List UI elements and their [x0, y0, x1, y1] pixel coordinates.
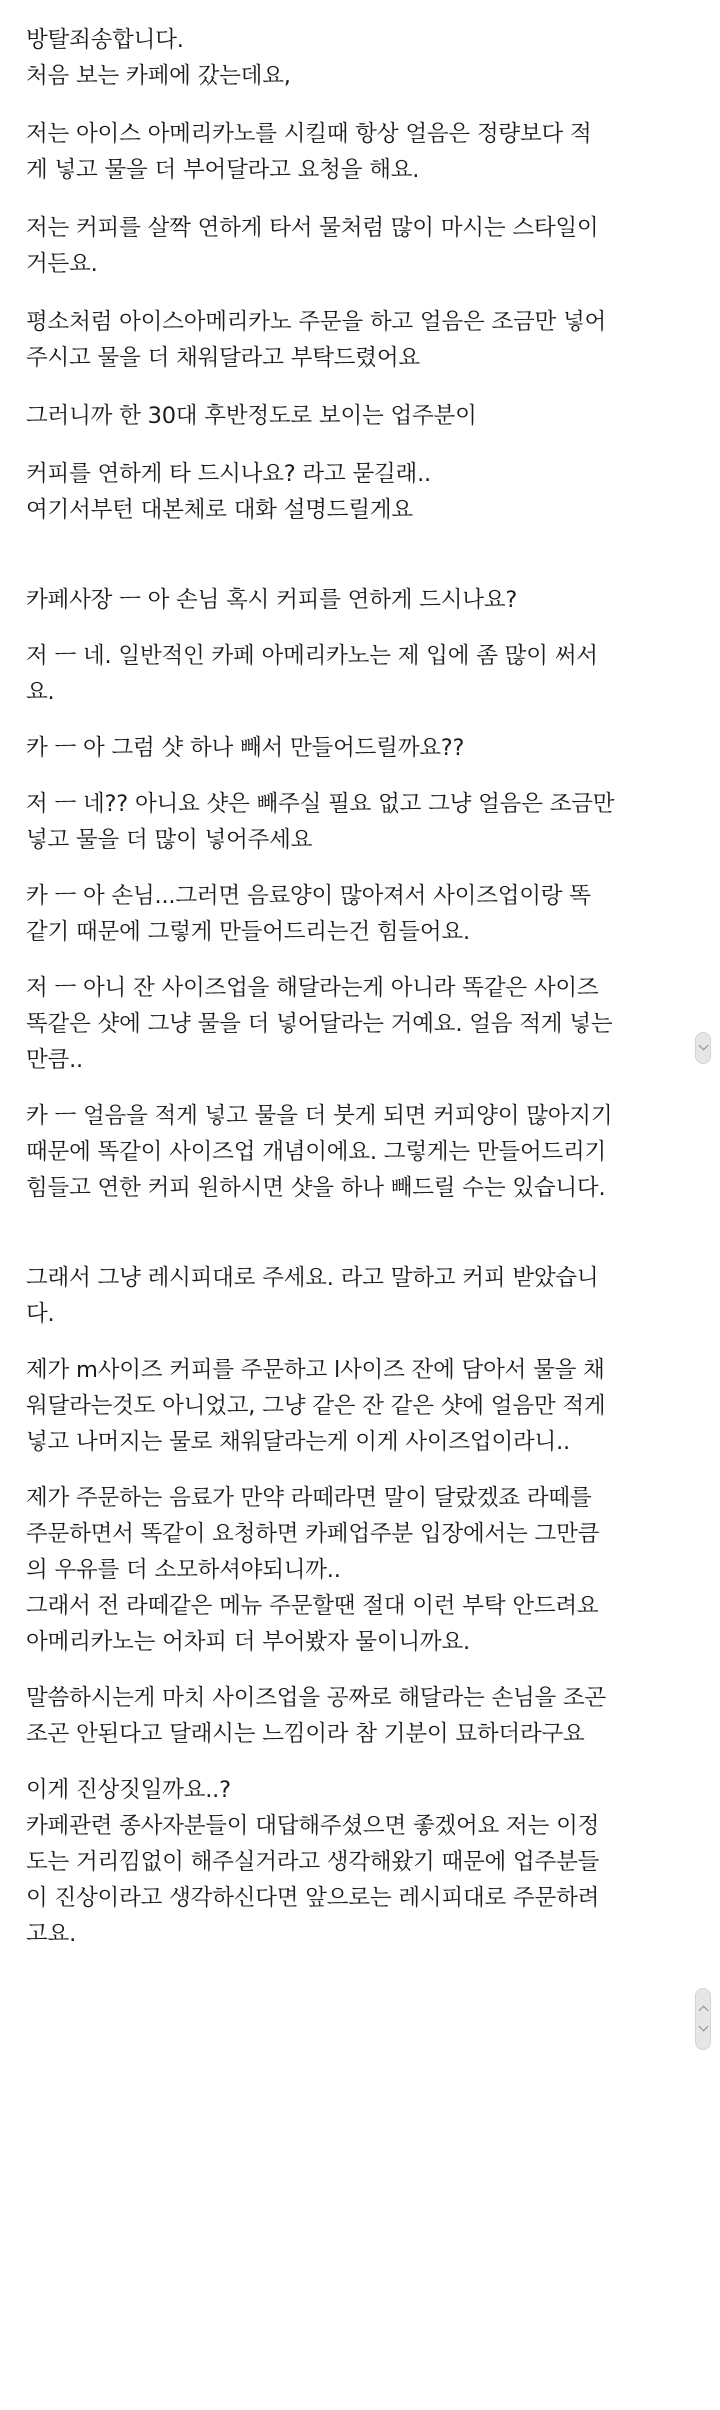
- paragraph-0: [26, 22, 696, 94]
- text-line: 방탈죄송합니다.: [26, 27, 184, 53]
- text-line: 저 ㅡ 네?? 아니요 샷은 빼주실 필요 없고 그냥 얼음은 조금만: [26, 791, 615, 817]
- text-line: 그래서 전 라떼같은 메뉴 주문할땐 절대 이런 부탁 안드려요: [26, 1593, 599, 1619]
- text-line: 카 ㅡ 아 그럼 샷 하나 빼서 만들어드릴까요??: [26, 735, 465, 761]
- text-line: 카페관련 종사자분들이 대답해주셨으면 좋겠어요 저는 이정: [26, 1813, 600, 1839]
- paragraph-17: [26, 1772, 696, 1952]
- chevron-down-icon: [699, 1041, 709, 1051]
- text-line: 카 ㅡ 얼음을 적게 넣고 물을 더 붓게 되면 커피양이 많아지기: [26, 1103, 613, 1129]
- paragraph-3: [26, 304, 696, 376]
- text-line: 저 ㅡ 아니 잔 사이즈업을 해달라는게 아니라 똑같은 사이즈: [26, 975, 599, 1001]
- paragraph-8: [26, 730, 696, 766]
- scroll-down-handle[interactable]: [695, 1032, 711, 1064]
- text-line: 저 ㅡ 네. 일반적인 카페 아메리카노는 제 입에 좀 많이 써서: [26, 643, 598, 669]
- text-line: 카페사장 ㅡ 아 손님 혹시 커피를 연하게 드시나요?: [26, 587, 518, 613]
- text-line: 제가 m사이즈 커피를 주문하고 l사이즈 잔에 담아서 물을 채: [26, 1357, 605, 1383]
- chevron-up-icon: [699, 2006, 709, 2016]
- text-line: 제가 주문하는 음료가 만약 라떼라면 말이 달랐겠죠 라떼를: [26, 1485, 592, 1511]
- text-line: 처음 보는 카페에 갔는데요,: [26, 63, 291, 89]
- text-line: 평소처럼 아이스아메리카노 주문을 하고 얼음은 조금만 넣어: [26, 309, 607, 335]
- post-body: [26, 22, 696, 1952]
- text-line: 아메리카노는 어차피 더 부어봤자 물이니까요.: [26, 1629, 470, 1655]
- text-line: 그러니까 한 30대 후반정도로 보이는 업주분이: [26, 403, 477, 429]
- text-line: 저는 커피를 살짝 연하게 타서 물처럼 많이 마시는 스타일이: [26, 215, 599, 241]
- paragraph-6: [26, 582, 696, 618]
- paragraph-11: [26, 970, 696, 1078]
- paragraph-16: [26, 1680, 696, 1752]
- text-line: 주문하면서 똑같이 요청하면 카페업주분 입장에서는 그만큼: [26, 1521, 600, 1547]
- text-line: 거든요.: [26, 251, 98, 277]
- text-line: 저는 아이스 아메리카노를 시킬때 항상 얼음은 정량보다 적: [26, 121, 592, 147]
- text-line: 워달라는것도 아니었고, 그냥 같은 잔 같은 샷에 얼음만 적게: [26, 1393, 606, 1419]
- paragraph-7: [26, 638, 696, 710]
- text-line: 그래서 그냥 레시피대로 주세요. 라고 말하고 커피 받았습니: [26, 1265, 599, 1291]
- text-line: 고요.: [26, 1921, 77, 1947]
- paragraph-12: [26, 1098, 696, 1206]
- paragraph-4: [26, 398, 696, 434]
- text-line: 조곤 안된다고 달래시는 느낌이라 참 기분이 묘하더라구요: [26, 1721, 585, 1747]
- paragraph-5: [26, 456, 696, 528]
- text-line: 커피를 연하게 타 드시나요? 라고 묻길래..: [26, 461, 431, 487]
- text-line: 도는 거리낌없이 해주실거라고 생각해왔기 때문에 업주분들: [26, 1849, 600, 1875]
- text-line: 넣고 물을 더 많이 넣어주세요: [26, 827, 313, 853]
- paragraph-9: [26, 786, 696, 858]
- text-line: 똑같은 샷에 그냥 물을 더 넣어달라는 거예요. 얼음 적게 넣는: [26, 1011, 613, 1037]
- paragraph-2: [26, 210, 696, 282]
- text-line: 넣고 나머지는 물로 채워달라는게 이게 사이즈업이라니..: [26, 1429, 570, 1455]
- text-line: 힘들고 연한 커피 원하시면 샷을 하나 빼드릴 수는 있습니다.: [26, 1175, 606, 1201]
- text-line: 다.: [26, 1301, 55, 1327]
- text-line: 말씀하시는게 마치 사이즈업을 공짜로 해달라는 손님을 조곤: [26, 1685, 607, 1711]
- chevron-down-icon: [699, 2022, 709, 2032]
- text-line: 때문에 똑같이 사이즈업 개념이에요. 그렇게는 만들어드리기: [26, 1139, 607, 1165]
- paragraph-14: [26, 1352, 696, 1460]
- paragraph-1: [26, 116, 696, 188]
- text-line: 여기서부턴 대본체로 대화 설명드릴게요: [26, 497, 413, 523]
- paragraph-13: [26, 1260, 696, 1332]
- scroll-handle[interactable]: [695, 1988, 711, 2050]
- text-line: 주시고 물을 더 채워달라고 부탁드렸어요: [26, 345, 420, 371]
- text-line: 요.: [26, 679, 55, 705]
- text-line: 카 ㅡ 아 손님...그러면 음료양이 많아져서 사이즈업이랑 똑: [26, 883, 591, 909]
- text-line: 이게 진상짓일까요..?: [26, 1777, 231, 1803]
- text-line: 의 우유를 더 소모하셔야되니까..: [26, 1557, 341, 1583]
- text-line: 게 넣고 물을 더 부어달라고 요청을 해요.: [26, 157, 420, 183]
- text-line: 같기 때문에 그렇게 만들어드리는건 힘들어요.: [26, 919, 470, 945]
- paragraph-10: [26, 878, 696, 950]
- paragraph-15: [26, 1480, 696, 1660]
- text-line: 이 진상이라고 생각하신다면 앞으로는 레시피대로 주문하려: [26, 1885, 600, 1911]
- text-line: 만큼..: [26, 1047, 83, 1073]
